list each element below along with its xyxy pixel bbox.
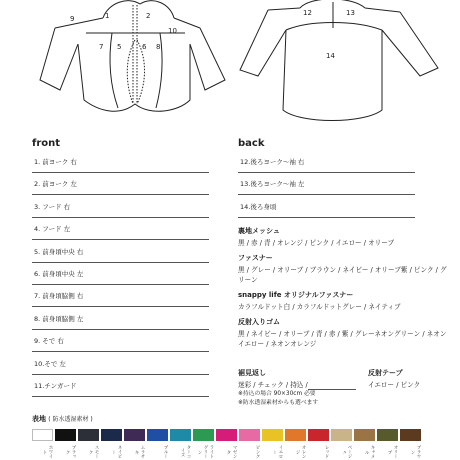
snappy-title: snappy life オリジナルファスナー — [238, 291, 354, 299]
snappy-text: カラフルドット白 / カラフルドットグレー / ネイティブ — [238, 303, 401, 311]
part-item: 8. 前身頃脇側 左 — [32, 315, 209, 330]
back-jacket-drawing — [240, 0, 438, 121]
part-item: 7. 前身頃脇側 右 — [32, 292, 209, 307]
facing-text: 迷彩 / チェック / 持込 / — [238, 381, 308, 389]
diagram-label: 10 — [168, 27, 177, 35]
tape-block — [368, 368, 458, 390]
part-item: 2. 前ヨーク 左 — [32, 180, 209, 195]
diagram-label: 8 — [156, 43, 161, 51]
fabric-swatch-label: ターコイズ — [180, 445, 191, 459]
diagram-label: 5 — [117, 43, 122, 51]
diagram-label: 13 — [346, 9, 355, 17]
facing-blank — [308, 381, 356, 390]
fabric-swatch-label: キャメル — [364, 445, 375, 459]
fabric-swatch[interactable] — [32, 429, 53, 441]
fabric-swatch[interactable] — [124, 429, 145, 441]
fabric-swatch[interactable] — [147, 429, 168, 441]
part-item: 1. 前ヨーク 右 — [32, 158, 209, 173]
rubber-title: 反射入りゴム — [238, 318, 280, 326]
options-panel — [238, 226, 450, 349]
front-title: front — [32, 138, 61, 149]
fabric-swatch-label: ブラック — [65, 445, 76, 459]
part-item: 9. そで 右 — [32, 337, 209, 352]
facing-block — [238, 368, 368, 408]
garment-diagram — [0, 0, 460, 135]
zipper-title: ファスナー — [238, 254, 273, 262]
diagram-label: 7 — [99, 43, 104, 51]
facing-title: 裾見返し — [238, 369, 266, 377]
part-item: 3. フード 右 — [32, 203, 209, 218]
fabric-swatch[interactable] — [400, 429, 421, 441]
fabric-swatch-label: ブラウン — [410, 445, 421, 459]
fabric-title: 表地 — [32, 415, 46, 423]
part-item: 10.そで 左 — [32, 360, 209, 375]
fabric-swatch-label: ホワイト — [42, 445, 53, 459]
fabric-swatch-label: マゼンタ — [226, 445, 237, 459]
part-item: 14.後ろ身頃 — [238, 203, 415, 218]
fabric-swatch-label: ムラサキ — [134, 445, 145, 459]
fabric-swatch-label: オリーブ — [387, 445, 398, 459]
fabric-swatch-label: ネイビー — [111, 445, 122, 459]
fabric-swatch-label: ライトグリーン — [197, 445, 214, 459]
fabric-swatch-label: オレンジ — [295, 445, 306, 459]
diagram-label: 14 — [326, 52, 335, 60]
part-item: 11.チンガード — [32, 382, 209, 397]
fabric-swatch-label: イエロー — [272, 445, 283, 459]
facing-note1: ※持込の場合 90×30cm 必要 — [238, 391, 316, 397]
mesh-title: 裏地メッシュ — [238, 227, 280, 235]
diagram-label: 2 — [146, 12, 151, 20]
fabric-swatch-label: スモーク — [88, 445, 99, 459]
part-item: 4. フード 左 — [32, 225, 209, 240]
fabric-swatch[interactable] — [239, 429, 260, 441]
zipper-text: 黒 / グレー / オリーブ / ブラウン / ネイビー / オリーブ紫 / ピンク / グリーン — [238, 266, 447, 284]
fabric-swatch[interactable] — [331, 429, 352, 441]
fabric-swatch[interactable] — [216, 429, 237, 441]
fabric-swatch[interactable] — [78, 429, 99, 441]
rubber-text: 黒 / ネイビー / オリーブ / 青 / 赤 / 紫 / グレーネオングリーン / ネオンイエロー / ネオンオレンジ — [238, 330, 447, 348]
fabric-heading — [32, 414, 93, 424]
fabric-swatch-label: ピンク — [255, 445, 260, 459]
part-item: 6. 前身頃中央 左 — [32, 270, 209, 285]
part-item: 13.後ろヨーク〜袖 左 — [238, 180, 415, 195]
fabric-swatch[interactable] — [262, 429, 283, 441]
diagram-label: 9 — [70, 15, 75, 23]
tape-text: イエロー / ピンク — [368, 381, 421, 389]
back-title: back — [238, 138, 265, 149]
diagram-label: 6 — [142, 43, 147, 51]
fabric-swatch[interactable] — [193, 429, 214, 441]
fabric-swatch-label: ブルー — [163, 445, 168, 459]
fabric-swatch[interactable] — [101, 429, 122, 441]
fabric-swatch[interactable] — [285, 429, 306, 441]
fabric-swatch[interactable] — [308, 429, 329, 441]
part-item: 12.後ろヨーク〜袖 右 — [238, 158, 415, 173]
facing-note2: ※防水透湿素材からも選べます — [238, 400, 319, 406]
mesh-text: 黒 / 赤 / 青 / オレンジ / ピンク / イエロー / オリーブ — [238, 239, 395, 247]
fabric-swatch[interactable] — [55, 429, 76, 441]
fabric-swatch[interactable] — [170, 429, 191, 441]
fabric-subtitle: ( 防水透湿素材 ) — [48, 416, 93, 423]
fabric-swatch-label: ベージュ — [341, 445, 352, 459]
tape-title: 反射テープ — [368, 369, 403, 377]
diagram-label: 1 — [105, 12, 110, 20]
front-jacket-drawing — [40, 1, 225, 112]
diagram-label: 12 — [303, 9, 312, 17]
fabric-swatch[interactable] — [377, 429, 398, 441]
fabric-swatch[interactable] — [354, 429, 375, 441]
part-item: 5. 前身頃中央 右 — [32, 248, 209, 263]
fabric-swatch-label: レッド — [324, 445, 329, 459]
